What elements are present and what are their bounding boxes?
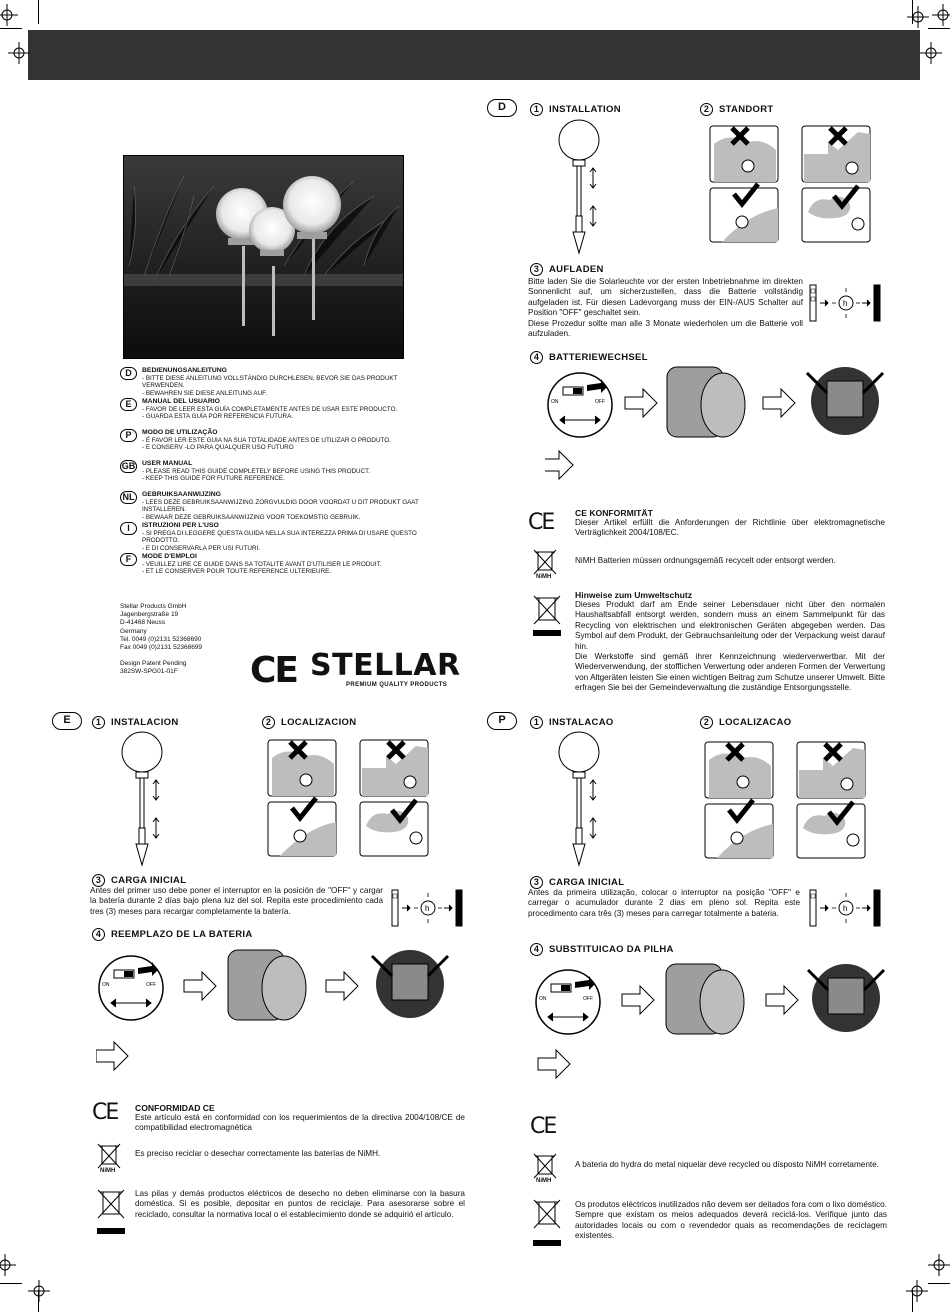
- registration-mark-icon: [8, 42, 30, 64]
- language-code: E: [120, 398, 137, 411]
- pt-env-text: Os produtos eléctricos inutilizados não devem ser deitados fora com o lixo doméstico. Sempre que existam os meios adequados deverá reciclá-los. Verifique junto das autoridades locais ou com o revendedor quais as recomendações de reciclagem existentes.: [575, 1200, 887, 1241]
- language-line: - E CONSERV -LO PARA QUALQUER USO FUTURO: [142, 444, 294, 452]
- de-install-title: 1 INSTALLATION: [530, 103, 621, 116]
- svg-text:h: h: [843, 904, 848, 913]
- language-title: ISTRUZIONI PER L'USO: [142, 522, 219, 529]
- nimh-label: NiMH: [100, 1168, 116, 1174]
- pt-location-title: 2 LOCALIZACAO: [700, 716, 791, 729]
- language-entry: [120, 460, 420, 491]
- company-street: Jagenbergstraße 19: [120, 611, 179, 619]
- es-location-title: 2 LOCALIZACION: [262, 716, 356, 729]
- product-code: 382SW-SPG01-01F: [120, 668, 178, 676]
- charge-illustration: [808, 283, 884, 323]
- weee-bin-icon: [94, 1142, 124, 1178]
- language-badge-es: E: [52, 712, 82, 730]
- es-battery-title: 4 REEMPLAZO DE LA BATERIA: [92, 928, 252, 941]
- language-code: F: [120, 553, 137, 566]
- battery-replacement-illustration: [545, 365, 895, 495]
- language-title: MANUAL DEL USUARIO: [142, 398, 220, 405]
- language-line: - KEEP THIS GUIDE FOR FUTURE REFERENCE.: [142, 475, 285, 483]
- language-code: D: [120, 367, 137, 380]
- ce-mark-icon: CE: [528, 510, 554, 535]
- nimh-label: NiMH: [536, 1178, 552, 1184]
- lamp-install-illustration: [118, 730, 168, 870]
- language-line: - FAVOR DE LEER ESTA GUÍA COMPLETAMENTE ANTES DE USAR ESTE PRODUCTO.: [142, 405, 398, 413]
- ce-logo: CE: [250, 650, 298, 691]
- es-ce-block: CONFORMIDAD CE Este artículo está en conformidad con los requerimientos de la directiva 2004/108/CE de compatibilidad electromagnética: [135, 1103, 465, 1133]
- language-line: - VEUILLEZ LIRE CE GUIDE DANS SA TOTALITE AVANT D'UTILISER LE PRODUIT.: [142, 560, 382, 568]
- product-photo: [123, 155, 404, 359]
- trim-mark: [38, 0, 39, 24]
- svg-text:h: h: [425, 904, 430, 913]
- company-city: D-41468 Neuss: [120, 619, 166, 627]
- pt-nimh-text: A bateria do hydra do metal niquelar deve recycled ou disposto NiMH corretamente.: [575, 1160, 880, 1169]
- trim-mark: [928, 1283, 950, 1284]
- language-line: - É FAVOR LER ESTE GUIA NA SUA TOTALIDADE ANTES DE UTILIZAR O PRODUTO.: [142, 436, 391, 444]
- weee-bin-icon: [530, 548, 560, 584]
- language-line: - LEES DEZE GEBRUIKSAANWIJZING ZORGVULDIG DOOR VOORDAT U DIT PRODUKT GAAT INSTALLEREN.: [142, 498, 419, 514]
- es-env-text: Las pilas y demás productos eléctricos de desecho no deben eliminarse con la basura doméstica. Si es posible, depositar en puntos de reciclaje. Para asesorarse sobre el reciclado, consultar la normativa local o el establecimiento donde se adquirió el artículo.: [135, 1189, 465, 1219]
- language-badge-pt: P: [487, 712, 517, 730]
- trim-mark: [912, 0, 913, 24]
- company-tel: Tel. 0049 (0)2131 52368690: [120, 635, 202, 643]
- weee-bin-icon: [530, 594, 564, 638]
- language-line: - GUARDA ESTA GUÍA POR REFERENCIA FUTURA.: [142, 413, 294, 421]
- svg-text:ON: ON: [102, 982, 110, 988]
- svg-text:OFF: OFF: [583, 996, 593, 1002]
- language-entry: [120, 367, 420, 398]
- location-grid: [708, 124, 888, 244]
- nimh-label: NiMH: [536, 574, 552, 580]
- de-charge-title: 3 AUFLADEN: [530, 263, 604, 276]
- language-line: - BEWAAR DEZE GEBRUIKSAANWIJZING VOOR TOEKOMSTIG GEBRUIK.: [142, 513, 361, 521]
- battery-replacement-illustration: [530, 962, 890, 1092]
- registration-mark-icon: [906, 1280, 928, 1302]
- location-grid: [703, 740, 883, 860]
- pt-charge-title: 3 CARGA INICIAL: [530, 876, 624, 889]
- language-entry: [120, 398, 420, 429]
- registration-mark-icon: [907, 6, 929, 28]
- language-line: - ET LE CONSERVER POUR TOUTE REFERENCE ULTERIEURE.: [142, 568, 332, 576]
- charge-illustration: [390, 888, 466, 928]
- charge-illustration: [808, 888, 884, 928]
- de-battery-title: 4 BATTERIEWECHSEL: [530, 351, 648, 364]
- language-list: [120, 367, 420, 584]
- trim-mark: [38, 1290, 39, 1312]
- pt-install-title: 1 INSTALACAO: [530, 716, 614, 729]
- registration-mark-icon: [920, 42, 942, 64]
- language-line: - E DI CONSERVARLA PER USI FUTURI.: [142, 544, 261, 552]
- weee-bin-icon: [530, 1152, 560, 1188]
- lamp-install-illustration: [555, 730, 605, 870]
- es-nimh-text: Es preciso reciclar o desechar correctamente las baterías de NiMH.: [135, 1149, 381, 1158]
- language-title: MODO DE UTILIZAÇÃO: [142, 429, 218, 436]
- company-country: Germany: [120, 627, 147, 635]
- brand-name: STELLAR: [310, 648, 461, 683]
- de-ce-block: CE KONFORMITÄT Dieser Artikel erfüllt die Anforderungen der Richtlinie über elektromagnetische Verträglichkeit 2004/108/EC.: [575, 508, 885, 538]
- ce-mark-icon: CE: [92, 1100, 118, 1125]
- language-entry: [120, 522, 420, 553]
- language-title: USER MANUAL: [142, 460, 193, 467]
- language-code: I: [120, 522, 137, 535]
- de-charge-text: Bitte laden Sie die Solarleuchte vor der ersten Inbetriebnahme im direkten Sonnenlicht auf, um sicherzustellen, dass die Batterie vollständig aufgeladen ist. Für diesen Ladevorgang muss der EIN-/AUS Schalter auf Position "OFF" geschaltet sein. Diese Prozedur sollte man alle 3 Monate wiederholen um die Batterie voll aufzuladen.: [528, 277, 803, 339]
- language-line: - BEWAHREN SIE DIESE ANLEITUNG AUF.: [142, 389, 268, 397]
- trim-mark: [912, 1290, 913, 1312]
- language-entry: [120, 429, 420, 460]
- location-grid: [266, 738, 446, 858]
- company-name: Stellar Products GmbH: [120, 603, 187, 610]
- pt-charge-text: Antes da primeira utilização, colocar o interruptor na posição "OFF" e carregar o acumulador durante 2 dias em pleno sol. Repita este procedimento cara três (3) meses para carregar totalmente a bateria.: [528, 888, 800, 918]
- pt-battery-title: 4 SUBSTITUICAO DA PILHA: [530, 943, 674, 956]
- patent-note: Design Patent Pending: [120, 660, 187, 668]
- svg-text:h: h: [843, 299, 848, 308]
- registration-mark-icon: [0, 4, 18, 26]
- lamp-install-illustration: [555, 118, 605, 258]
- de-env-block: Hinweise zum Umweltschutz Dieses Produkt darf am Ende seiner Lebensdauer nicht über den normalen Haushaltsabfall entsorgt werden, sondern muss an einem Sammelpunkt für das Recycling von elektrischen und elektronischen Geräten abgegeben werden. Das Symbol auf dem Produkt, der Gebrauchsanleitung oder der Verpackung weist darauf hin. Die Werkstoffe sind gemäß ihrer Kennzeichnung wiederverwertbar. Mit der Wiederverwendung, der stofflichen Verwertung oder anderen Formen der Verwertung von Altgeräten leisten Sie einen wichtigen Beitrag zum Schutze unserer Umwelt. Bitte erfragen Sie bei der Gemeindeverwaltung die zuständige Entsorgungsstelle.: [575, 590, 885, 693]
- trim-mark: [0, 1283, 22, 1284]
- svg-text:ON: ON: [551, 399, 559, 405]
- language-code: GB: [121, 461, 136, 471]
- language-code: NL: [120, 491, 137, 504]
- trim-mark: [0, 28, 22, 29]
- language-line: - PLEASE READ THIS GUIDE COMPLETELY BEFORE USING THIS PRODUCT.: [142, 467, 371, 475]
- es-charge-text: Antes del primer uso debe poner el interruptor en la posición de "OFF" y cargar la batería durante 2 días bajo plena luz del sol. Repita este procedimiento cada tres (3) meses para recargar completamente la batería.: [90, 886, 383, 916]
- language-entry: [120, 491, 420, 522]
- weee-bin-icon: [94, 1188, 128, 1236]
- svg-text:OFF: OFF: [146, 982, 156, 988]
- svg-text:ON: ON: [539, 996, 547, 1002]
- trim-mark: [928, 28, 950, 29]
- brand-logo: [250, 648, 461, 691]
- registration-mark-icon: [0, 1254, 16, 1276]
- language-entry: [120, 553, 420, 584]
- es-install-title: 1 INSTALACION: [92, 716, 179, 729]
- registration-mark-icon: [932, 4, 950, 26]
- language-line: - BITTE DIESE ANLEITUNG VOLLSTÄNDIG DURCHLESEN, BEVOR SIE DAS PRODUKT VERWENDEN.: [142, 374, 398, 390]
- de-nimh-text: NiMH Batterien müssen ordnungsgemäß recycelt oder entsorgt werden.: [575, 556, 836, 565]
- language-title: BEDIENUNGSANLEITUNG: [142, 367, 227, 374]
- weee-bin-icon: [530, 1198, 564, 1248]
- header-bar: [28, 30, 920, 80]
- language-title: GEBRUIKSAANWIJZING: [142, 491, 221, 498]
- svg-text:OFF: OFF: [595, 399, 605, 405]
- de-location-title: 2 STANDORT: [700, 103, 773, 116]
- battery-replacement-illustration: [96, 948, 456, 1078]
- registration-mark-icon: [28, 1280, 50, 1302]
- language-title: MODE D'EMPLOI: [142, 553, 197, 560]
- es-charge-title: 3 CARGA INICIAL: [92, 874, 186, 887]
- company-fax: Fax 0049 (0)2131 52368699: [120, 644, 203, 652]
- company-address: [120, 603, 260, 677]
- language-badge-de: D: [487, 99, 517, 117]
- language-code: P: [120, 429, 137, 442]
- ce-mark-icon: CE: [530, 1114, 556, 1139]
- brand-tagline: PREMIUM QUALITY PRODUCTS: [346, 682, 448, 688]
- registration-mark-icon: [928, 1254, 950, 1276]
- language-line: - SI PREGA DI LEGGERE QUESTA GUIDA NELLA SUA INTEREZZA PRIMA DI USARE QUESTO PRODOTTO.: [142, 529, 417, 545]
